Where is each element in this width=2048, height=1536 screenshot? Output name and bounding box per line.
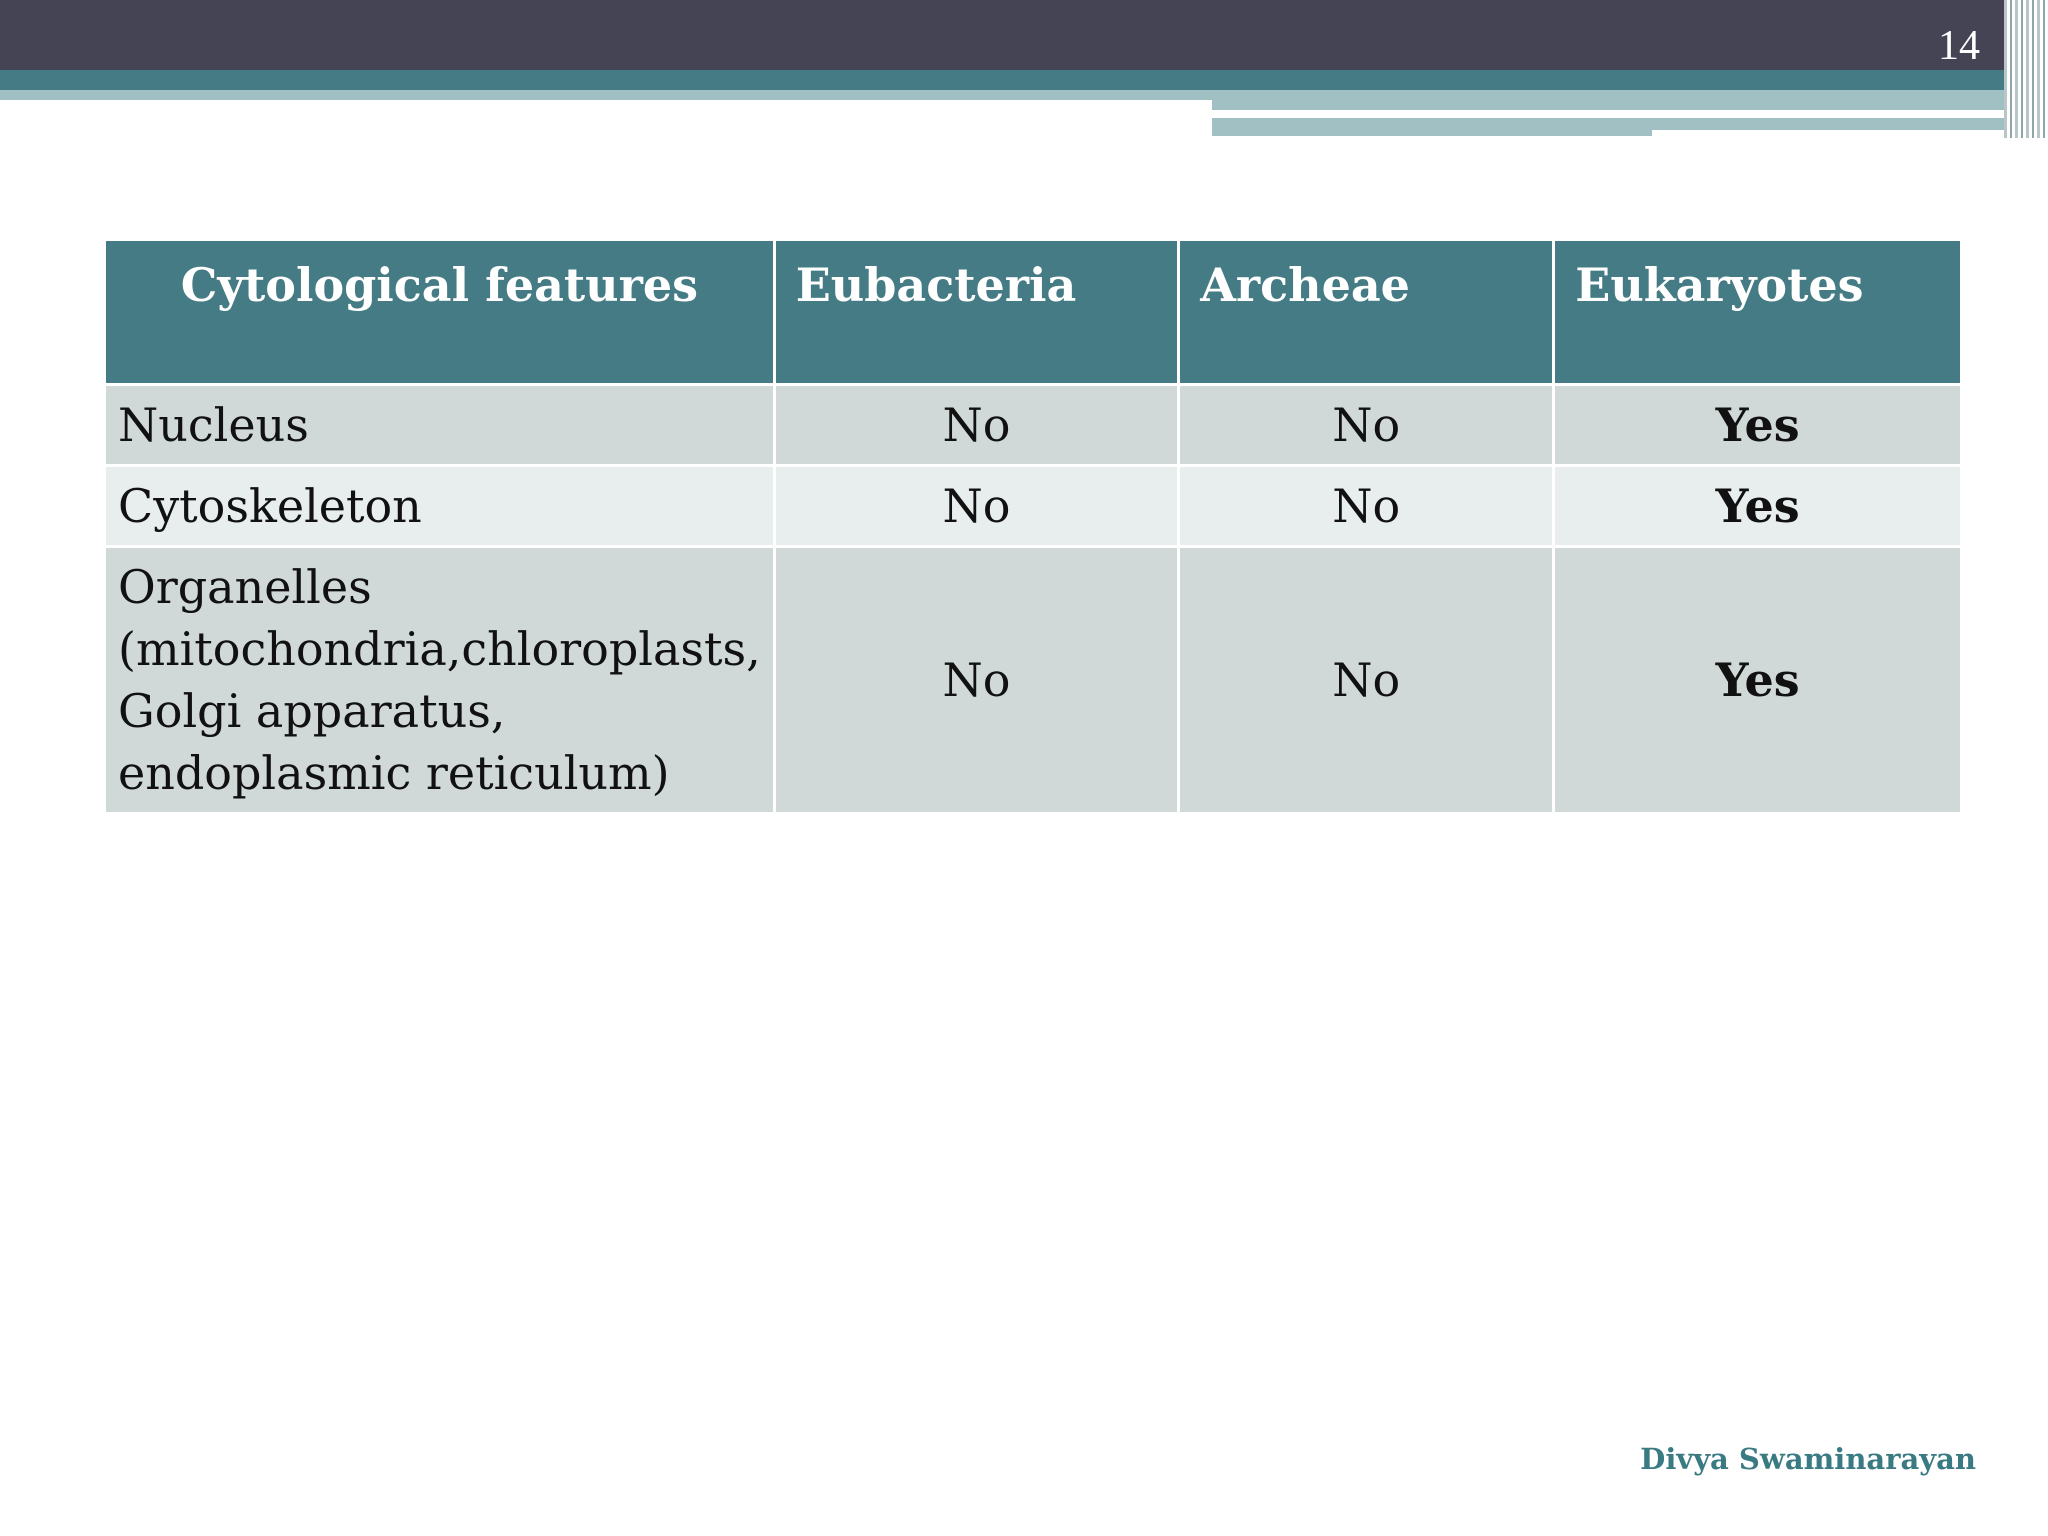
cell-eubacteria: No bbox=[776, 386, 1177, 464]
cell-eukaryotes: Yes bbox=[1555, 386, 1960, 464]
header-dark-bar bbox=[0, 0, 2048, 70]
cell-eubacteria: No bbox=[776, 467, 1177, 545]
comparison-table bbox=[103, 238, 1963, 815]
page-number: 14 bbox=[1938, 23, 1980, 69]
row-label-nucleus: Nucleus bbox=[106, 386, 773, 464]
cell-archeae: No bbox=[1180, 467, 1552, 545]
row-label-cytoskeleton: Cytoskeleton bbox=[106, 467, 773, 545]
header-white-line bbox=[1212, 111, 1897, 117]
row-label-organelles: Organelles (mitochondria,chloroplasts, Golgi apparatus, endoplasmic reticulum) bbox=[106, 548, 773, 812]
header-eubacteria: Eubacteria bbox=[776, 241, 1177, 383]
cell-archeae: No bbox=[1180, 386, 1552, 464]
cell-eukaryotes: Yes bbox=[1555, 467, 1960, 545]
header-light-bar-lower-right bbox=[1652, 118, 2010, 130]
comparison-table-wrapper bbox=[103, 238, 1963, 815]
header-teal-bar bbox=[0, 70, 2048, 90]
table-header-row bbox=[106, 241, 1960, 383]
table-row bbox=[106, 467, 1960, 545]
cell-eubacteria: No bbox=[776, 548, 1177, 812]
header-archeae: Archeae bbox=[1180, 241, 1552, 383]
author-footer: Divya Swaminarayan bbox=[1640, 1442, 1976, 1476]
header-light-bar-right bbox=[1212, 90, 2048, 110]
table-row bbox=[106, 548, 1960, 812]
header-light-bar-lower bbox=[1212, 118, 1652, 136]
cell-archeae: No bbox=[1180, 548, 1552, 812]
header-light-bar-left bbox=[0, 90, 1212, 100]
header-eukaryotes: Eukaryotes bbox=[1555, 241, 1960, 383]
header-cytological-features: Cytological features bbox=[106, 241, 773, 383]
cell-eukaryotes: Yes bbox=[1555, 548, 1960, 812]
header-stripes bbox=[2004, 0, 2048, 138]
table-row bbox=[106, 386, 1960, 464]
